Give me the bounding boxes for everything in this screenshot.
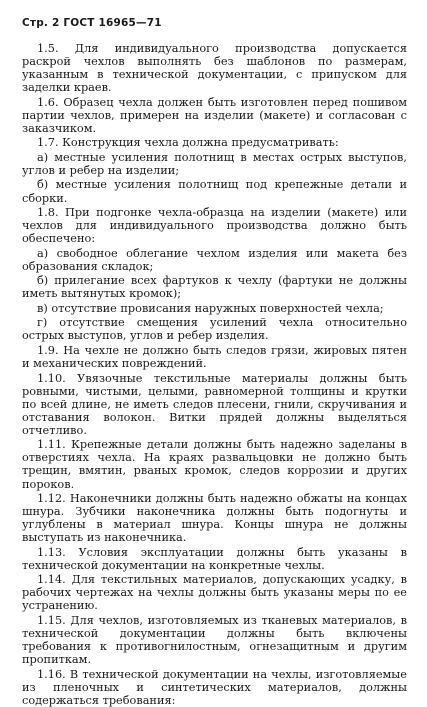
paragraph-1-7: 1.7. Конструкция чехла должна предусматривать: (37, 136, 339, 150)
page-header (22, 17, 162, 29)
page-number: Стр. 2 (22, 17, 60, 29)
paragraph-1-5: 1.5. Для индивидуального производства допускается раскрой чехлов выполнять без шаблонов по размерам, указанным в технической документации, с припуском для заделки краев. (22, 42, 407, 95)
paragraph-1-8: 1.8. При подгонке чехла-образца на изделии (макете) или чехлов для индивидуального производства должно быть обеспечено: (22, 206, 407, 246)
list-item-1-8-b: б) прилегание всех фартуков к чехлу (фартуки не должны иметь вытянутых кромок); (22, 274, 407, 301)
list-item-1-8-g: г) отсутствие смещения усилений чехла относительно острых выступов, углов и ребер изделия. (22, 316, 407, 343)
paragraph-1-10: 1.10. Увязочные текстильные материалы должны быть ровными, чистыми, целыми, равномерной толщины и крутки по всей длине, не иметь следов плесени, гнили, скручивания и отставания волокон. Витки прядей должны выделяться отчетливо. (22, 371, 407, 437)
list-item-1-8-a: а) свободное облегание чехлом изделия или макета без образования складок; (22, 246, 407, 273)
list-item-1-7-b: б) местные усиления полотнищ под крепежные детали и сборки. (22, 178, 407, 205)
paragraph-1-16: 1.16. В технической документации на чехлы, изготовляемые из пленочных и синтетических материалов, должны содержаться требования: (22, 667, 407, 707)
paragraph-1-11: 1.11. Крепежные детали должны быть надежно заделаны в отверстиях чехла. На краях развальцовки не должно быть трещин, вмятин, рваных кромок, следов коррозии и других пороков. (22, 438, 407, 491)
document-body (22, 42, 407, 707)
paragraph-1-12: 1.12. Наконечники должны быть надежно обжаты на концах шнура. Зубчики наконечника должны быть подогнуты и углублены в материал шнура. Концы шнура не должны выступать из наконечника. (22, 492, 407, 545)
paragraph-1-6: 1.6. Образец чехла должен быть изготовлен перед пошивом партии чехлов, примерен на изделии (макете) и согласован с заказчиком. (22, 95, 407, 135)
standard-number: ГОСТ 16965—71 (63, 17, 162, 29)
paragraph-1-14: 1.14. Для текстильных материалов, допускающих усадку, в рабочих чертежах на чехлы должны быть указаны меры по ее устранению. (22, 573, 407, 613)
list-item-1-8-v: в) отсутствие провисания наружных поверхностей чехла; (37, 301, 384, 315)
paragraph-1-9: 1.9. На чехле не должно быть следов грязи, жировых пятен и механических повреждений. (22, 344, 407, 371)
paragraph-1-13: 1.13. Условия эксплуатации должны быть указаны в технической документации на конкретные чехлы. (22, 545, 407, 572)
paragraph-1-15: 1.15. Для чехлов, изготовляемых из тканевых материалов, в технической документации должны быть включены требования к противогнилостным, огнезащитным и другим пропиткам. (22, 613, 407, 667)
list-item-1-7-a: а) местные усиления полотнищ в местах острых выступов, углов и ребер на изделии; (22, 150, 407, 177)
